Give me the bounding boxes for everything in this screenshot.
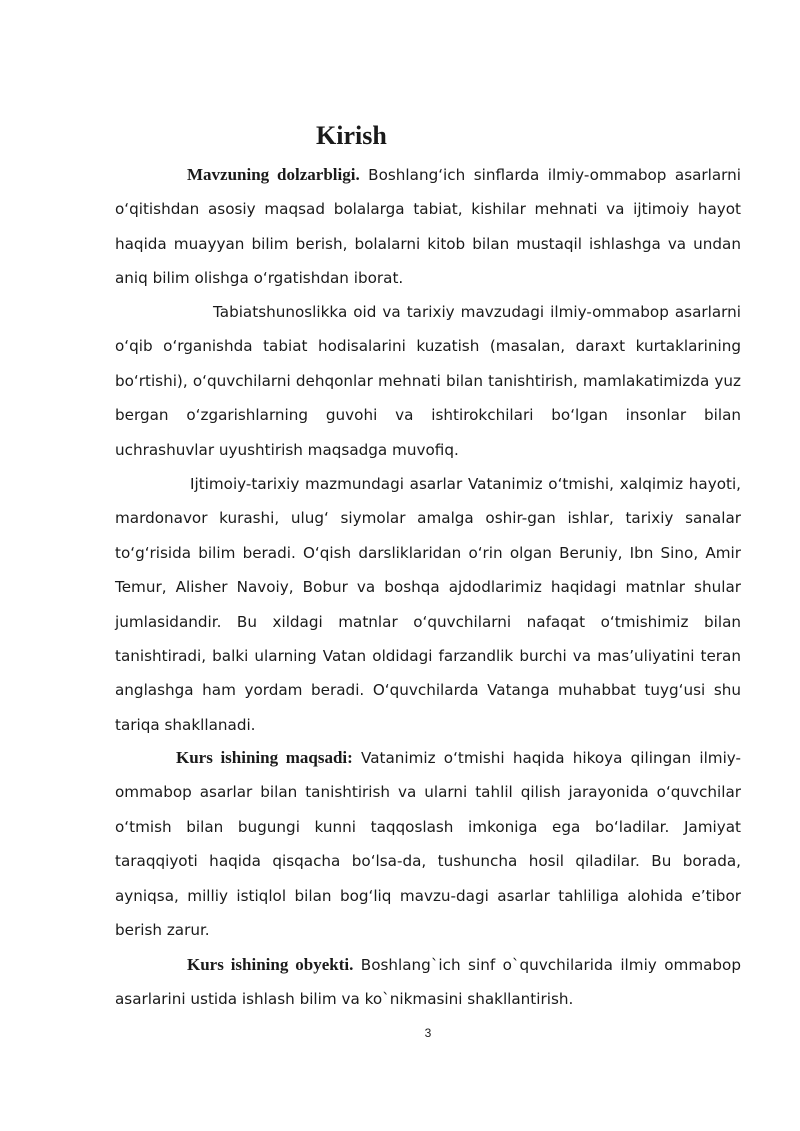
paragraph-text: Ijtimoiy-tarixiy mazmundagi asarlar Vatanimiz o‘tmishi, xalqimiz hayoti, mardonavor kurashi, ulug‘ siymolar amalga oshir-gan ishlar, tarixiy sanalar to‘g‘risida bilim beradi. O‘qish darsliklaridan o‘rin olgan Beruniy, Ibn Sino, Amir Temur, Alisher Navoiy, Bobur va boshqa ajdodlarimiz haqidagi matnlar shular jumlasidandir. Bu xildagi matnlar o‘quvchilarni nafaqat o‘tmishimiz bilan tanishtiradi, balki ularning Vatan oldidagi farzandlik burchi va mas’uliyatini teran anglashga ham yordam beradi. O‘quvchilarda Vatanga muhabbat tuyg‘usi shu tariqa shakllanadi. (115, 475, 741, 734)
page-title: Kirish (316, 121, 387, 150)
paragraph-text: Vatanimiz o‘tmishi haqida hikoya qilingan ilmiy-ommabop asarlar bilan tanishtirish va ularni tahlil qilish jarayonida o‘quvchilar o‘tmish bilan bugungi kunni taqqoslash imkoniga ega bo‘ladilar. Jamiyat taraqqiyoti haqida qisqacha bo‘lsa-da, tushuncha hosil qiladilar. Bu borada, ayniqsa, milliy istiqlol bilan bog‘liq mavzu-dagi asarlar tahliliga alohida e’tibor berish zarur. (115, 749, 741, 940)
paragraph-lead: Kurs ishining maqsadi: (176, 748, 353, 767)
paragraph-relevance (115, 158, 741, 296)
paragraph-lead: Mavzuning dolzarbligi. (187, 165, 360, 184)
paragraph-social-historical (115, 467, 741, 742)
paragraph-text: Boshlang`ich sinf o`quvchilarida ilmiy ommabop asarlarini ustida ishlash bilim va ko`nikmasini shakllantirish. (115, 956, 741, 1009)
paragraph-course-goal (115, 741, 741, 947)
paragraph-text: Boshlang‘ich sinflarda ilmiy-ommabop asarlarni o‘qitishdan asosiy maqsad bolalarga tabiat, kishilar mehnati va ijtimoiy hayot haqida muayyan bilim berish, bolalarni kitob bilan mustaqil ishlashga va undan aniq bilim olishga o‘rgatishdan iborat. (115, 166, 742, 288)
paragraph-text: Tabiatshunoslikka oid va tarixiy mavzudagi ilmiy-ommabop asarlarni o‘qib o‘rganishda tabiat hodisalarini kuzatish (masalan, daraxt kurtaklarining bo‘rtishi), o‘quvchilarni dehqonlar mehnati bilan tanishtirish, mamlakatimizda yuz bergan o‘zgarishlarning guvohi va ishtirokchilari bo‘lgan insonlar bilan uchrashuvlar uyushtirish maqsadga muvofiq. (115, 303, 741, 459)
paragraph-course-object (115, 948, 741, 1017)
paragraph-natural-science (115, 295, 741, 467)
paragraph-lead: Kurs ishining obyekti. (187, 955, 354, 974)
page-number: 3 (424, 1026, 432, 1040)
